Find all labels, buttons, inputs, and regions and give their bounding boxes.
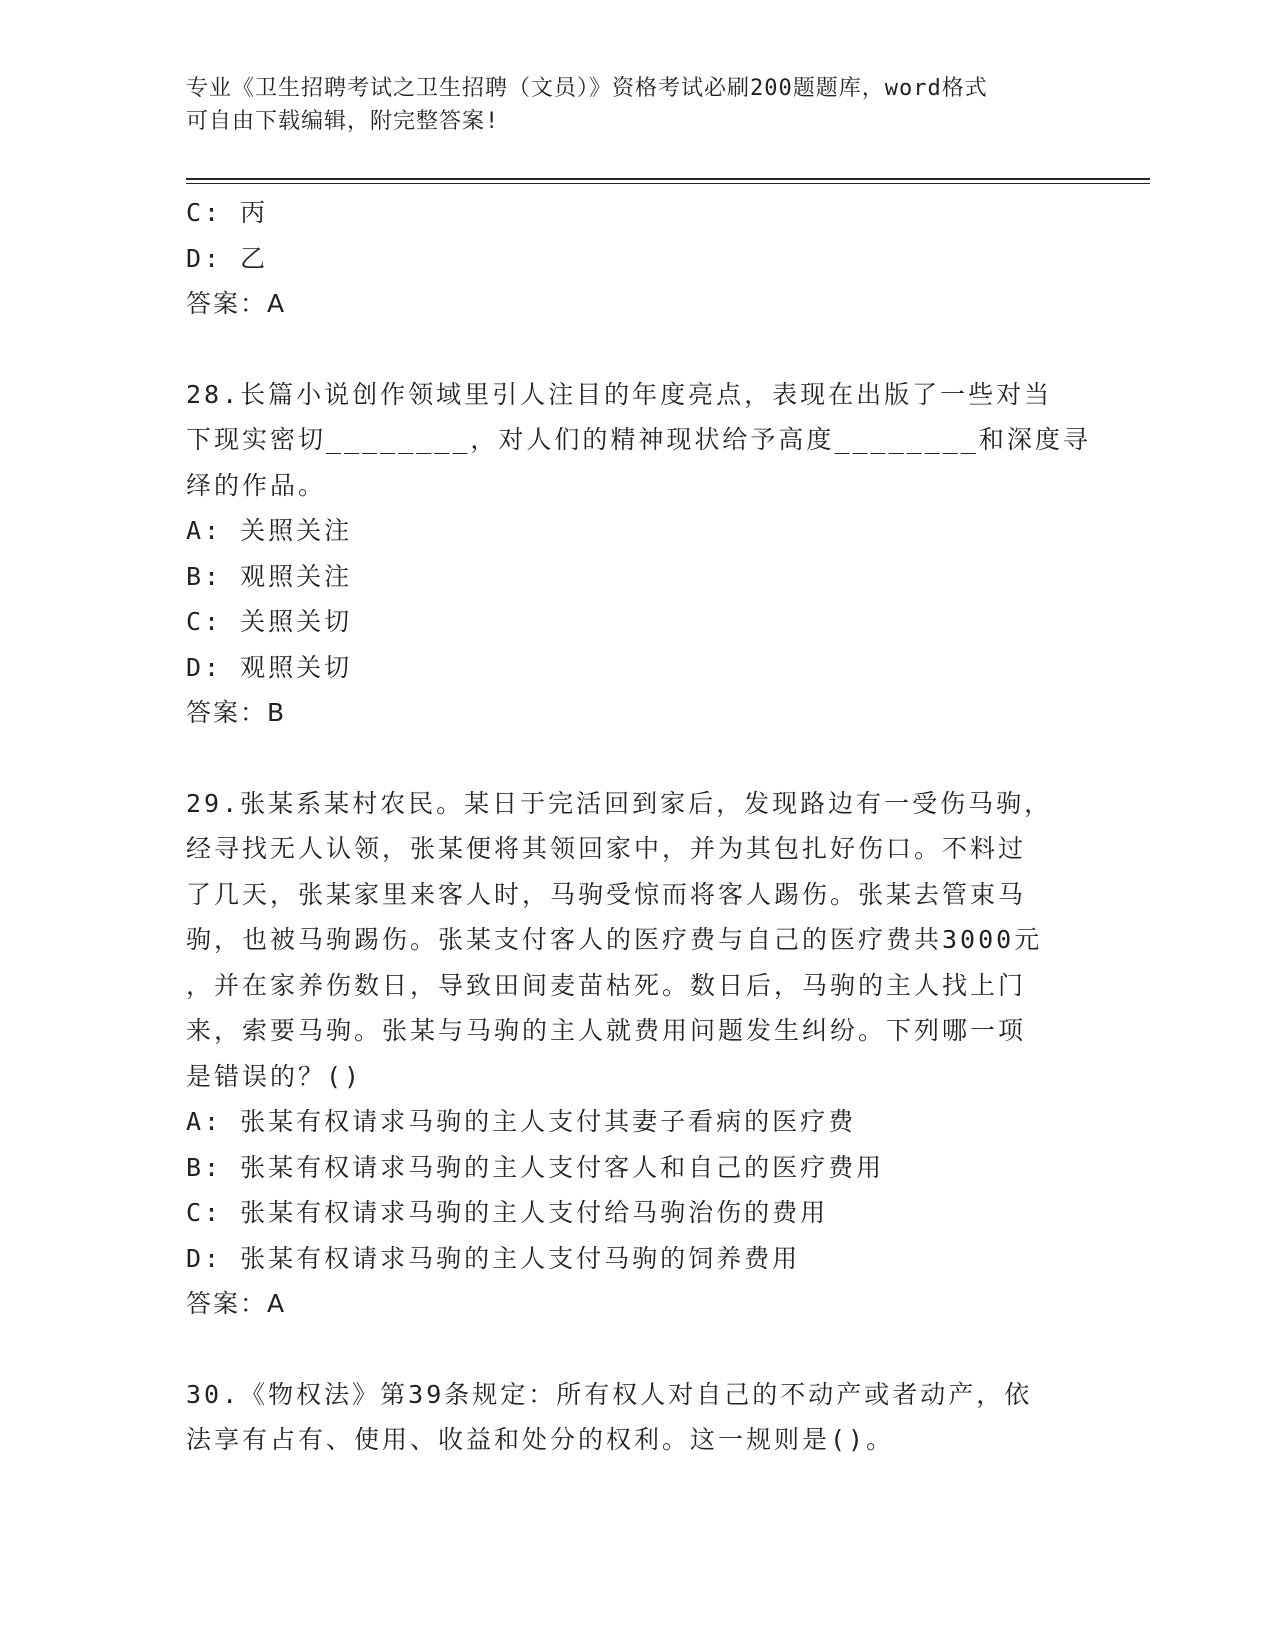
option-d: D: 观照关切: [186, 652, 353, 682]
option-c: C: 张某有权请求马驹的主人支付给马驹治伤的费用: [186, 1198, 829, 1227]
option-a: A: 关照关注: [186, 516, 353, 545]
question-30: [186, 1372, 1086, 1463]
question-stem-line: 来，索要马驹。张某与马驹的主人就费用问题发生纠纷。下列哪一项: [186, 1016, 1027, 1045]
header-divider-thick: [186, 178, 1150, 180]
option-d: D: 张某有权请求马驹的主人支付马驹的饲养费用: [186, 1243, 801, 1273]
answer-line: 答案：A: [186, 1289, 287, 1318]
question-28: [186, 372, 1091, 736]
question-stem-line: 是错误的？(): [186, 1061, 363, 1091]
spacer: [186, 327, 1086, 372]
option-b: B: 张某有权请求马驹的主人支付客人和自己的医疗费用: [186, 1152, 885, 1182]
spacer: [186, 736, 1086, 781]
question-stem-line: 下现实密切________，对人们的精神现状给予高度________和深度寻: [186, 425, 1091, 454]
question-29: [186, 781, 1086, 1327]
option-c: C: 关照关切: [186, 607, 353, 636]
page-header: [186, 72, 1066, 138]
question-stem-line: 28.长篇小说创作领域里引人注目的年度亮点，表现在出版了一些对当: [186, 379, 1053, 409]
answer-line: 答案：A: [186, 289, 287, 318]
question-stem-line: ，并在家养伤数日，导致田间麦苗枯死。数日后，马驹的主人找上门: [186, 970, 1027, 1000]
header-line-1: 专业《卫生招聘考试之卫生招聘（文员）》资格考试必刷200题题库，word格式: [186, 76, 988, 101]
document-body: [186, 190, 1091, 1463]
option-b: B: 观照关注: [186, 561, 353, 591]
question-27-continuation: [186, 190, 1086, 327]
option-c: C: 丙: [186, 198, 269, 227]
option-d: D: 乙: [186, 243, 269, 273]
answer-line: 答案：B: [186, 698, 287, 727]
option-a: A: 张某有权请求马驹的主人支付其妻子看病的医疗费: [186, 1107, 857, 1136]
question-stem-line: 驹，也被马驹踢伤。张某支付客人的医疗费与自己的医疗费共3000元: [186, 925, 1043, 954]
header-line-2: 可自由下载编辑，附完整答案!: [186, 109, 500, 134]
question-stem-line: 绎的作品。: [186, 470, 327, 500]
question-stem-line: 法享有占有、使用、收益和处分的权利。这一规则是()。: [186, 1425, 895, 1454]
spacer: [186, 1327, 1086, 1372]
header-divider-thin: [186, 183, 1150, 184]
question-stem-line: 经寻找无人认领，张某便将其领回家中，并为其包扎好伤口。不料过: [186, 834, 1027, 863]
question-stem-line: 29.张某系某村农民。某日于完活回到家后，发现路边有一受伤马驹，: [186, 788, 1053, 818]
question-stem-line: 了几天，张某家里来客人时，马驹受惊而将客人踢伤。张某去管束马: [186, 879, 1027, 909]
question-stem-line: 30.《物权法》第39条规定：所有权人对自己的不动产或者动产，依: [186, 1379, 1033, 1409]
